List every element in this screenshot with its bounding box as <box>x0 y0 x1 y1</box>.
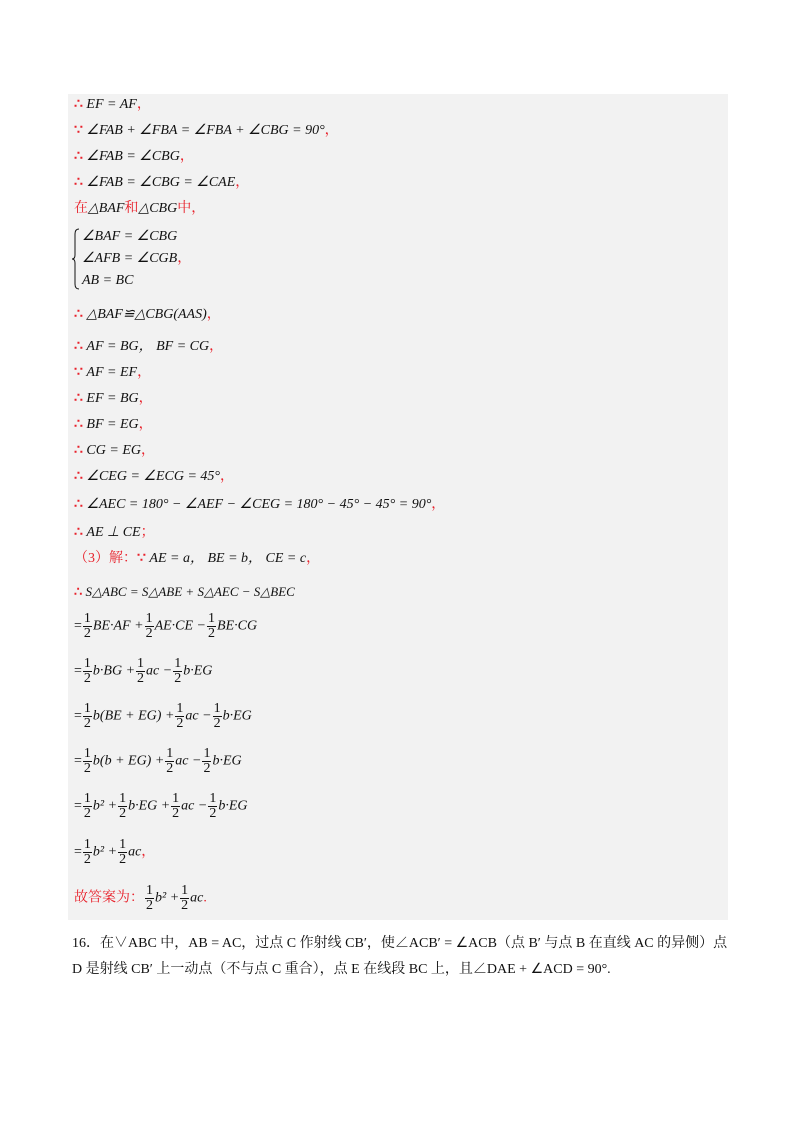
fraction: $\frac{1}{2}$ <box>83 611 91 641</box>
line-11: ∴ ∠CEG = ∠ECG = 45°， <box>74 469 235 484</box>
solution-line-2: ∵ ∠FAB + ∠FBA = ∠FBA + ∠CBG = 90°， <box>74 123 339 138</box>
solution-line-5: 在△BAF和△CBG中， <box>74 201 206 216</box>
fraction: $\frac{1}{2}$ <box>83 746 91 776</box>
congruence-line: ∴ △BAF≌△CBG(AAS)， <box>74 307 221 322</box>
system-line-2: ∠AFB = ∠CGB， <box>82 251 192 266</box>
fraction: $\frac{1}{2}$ <box>83 791 91 821</box>
fraction: $\frac{1}{2}$ <box>181 883 189 913</box>
system-line-1: ∠BAF = ∠CBG <box>82 229 178 244</box>
fraction: $\frac{1}{2}$ <box>83 656 91 686</box>
step-6: = $\frac{1}{2}$ b² + $\frac{1}{2}$ ac， <box>74 837 156 867</box>
fraction: $\frac{1}{2}$ <box>83 837 91 867</box>
brace-icon <box>72 228 80 290</box>
fraction: $\frac{1}{2}$ <box>146 883 153 913</box>
fraction: $\frac{1}{2}$ <box>174 656 182 686</box>
line-7: ∵ AF = EF， <box>74 365 152 380</box>
fraction: $\frac{1}{2}$ <box>83 701 91 731</box>
step-2: = $\frac{1}{2}$ b·BG + $\frac{1}{2}$ ac − $\frac{1}{2}$ b·EG <box>74 656 213 686</box>
line-8: ∴ EF = BG， <box>74 391 153 406</box>
answer-line: 故答案为： $\frac{1}{2}$ b² + $\frac{1}{2}$ ac. <box>74 883 207 913</box>
fraction: $\frac{1}{2}$ <box>213 701 221 731</box>
solution-line-1: ∴ EF = AF， <box>74 97 151 112</box>
fraction: $\frac{1}{2}$ <box>166 746 174 776</box>
line-12: ∴ ∠AEC = 180° − ∠AEF − ∠CEG = 180° − 45° − 45° = 90°， <box>74 497 446 512</box>
step-4: = $\frac{1}{2}$ b(b + EG) + $\frac{1}{2}$ ac − $\frac{1}{2}$ b·EG <box>74 746 242 776</box>
fraction: $\frac{1}{2}$ <box>172 791 180 821</box>
fraction: $\frac{1}{2}$ <box>176 701 184 731</box>
solution-line-4: ∴ ∠FAB = ∠CBG = ∠CAE， <box>74 175 250 190</box>
area-line: ∴ S△ABC = S△ABE + S△AEC − S△BEC <box>74 584 295 599</box>
line-9: ∴ BF = EG， <box>74 417 153 432</box>
fraction: $\frac{1}{2}$ <box>203 746 211 776</box>
step-5: = $\frac{1}{2}$ b² + $\frac{1}{2}$ b·EG + $\frac{1}{2}$ ac − $\frac{1}{2}$ b·EG <box>74 791 248 821</box>
system-line-3: AB = BC <box>82 273 134 288</box>
problem-16-line-2: D 是射线 CB′ 上一动点（不与点 C 重合），点 E 在线段 BC 上，且∠DAE + ∠ACD = 90°. <box>72 962 611 977</box>
solution-line-3: ∴ ∠FAB = ∠CBG， <box>74 149 194 164</box>
step-3: = $\frac{1}{2}$ b(BE + EG) + $\frac{1}{2}$ ac − $\frac{1}{2}$ b·EG <box>74 701 252 731</box>
fraction: $\frac{1}{2}$ <box>208 611 216 641</box>
fraction: $\frac{1}{2}$ <box>209 791 217 821</box>
part3-line: （3）解：∵ AE = a， BE = b， CE = c， <box>74 551 321 566</box>
line-6: ∴ AF = BG， BF = CG， <box>74 339 224 354</box>
fraction: $\frac{1}{2}$ <box>145 611 153 641</box>
problem-16-line-1: 16．在∨ABC 中，AB = AC，过点 C 作射线 CB′，使∠ACB′ = ∠ACB（点 B′ 与点 B 在直线 AC 的异侧）点 <box>72 936 728 951</box>
line-13: ∴ AE ⊥ CE； <box>74 525 155 540</box>
fraction: $\frac{1}{2}$ <box>137 656 145 686</box>
line-10: ∴ CG = EG， <box>74 443 155 458</box>
fraction: $\frac{1}{2}$ <box>119 837 127 867</box>
fraction: $\frac{1}{2}$ <box>119 791 127 821</box>
step-1: = $\frac{1}{2}$ BE·AF + $\frac{1}{2}$ AE·CE − $\frac{1}{2}$ BE·CG <box>74 611 258 641</box>
